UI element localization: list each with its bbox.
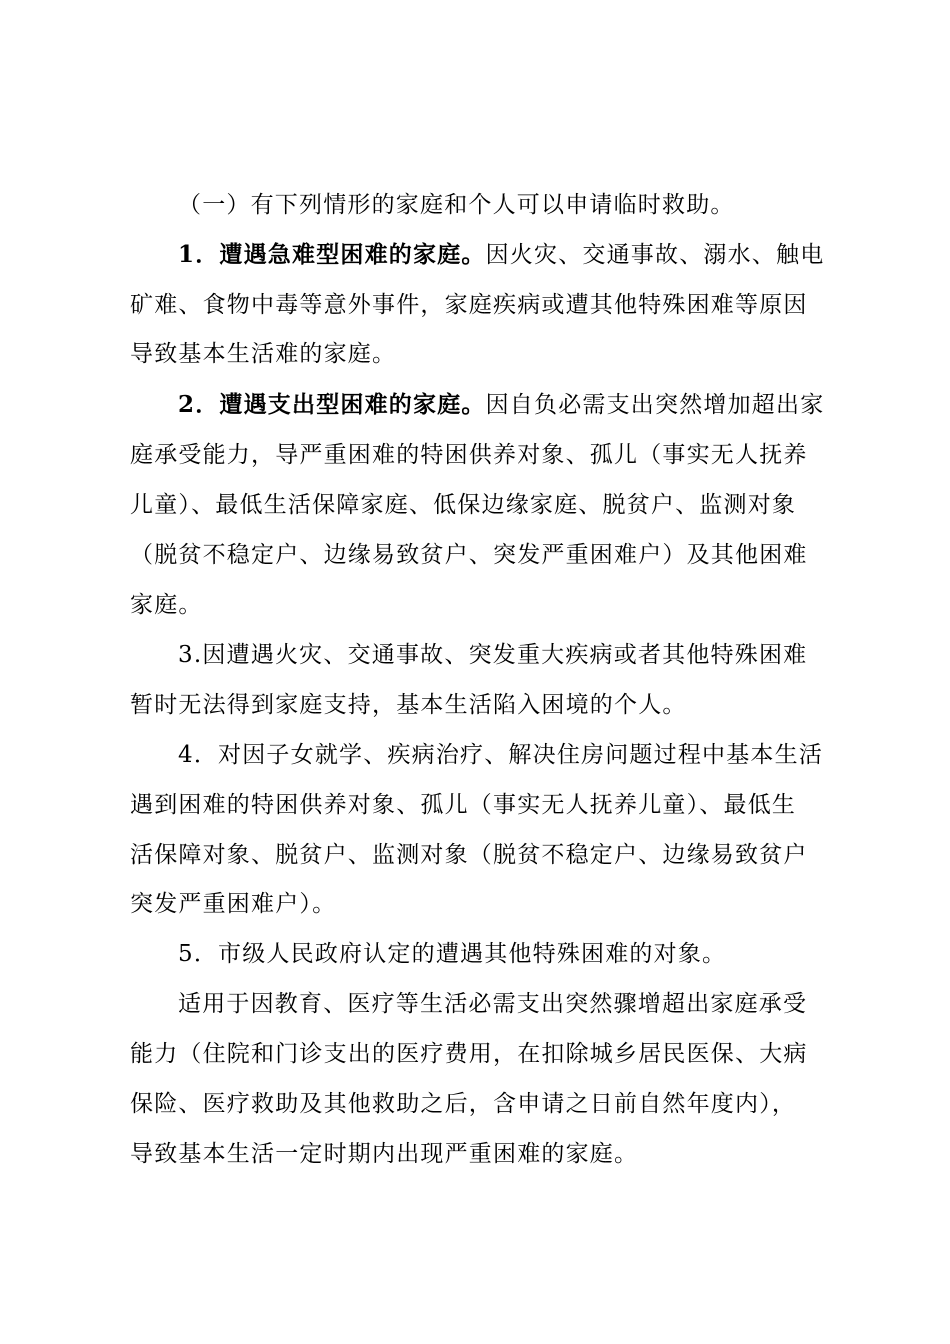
item1-line3: 导致基本生活难的家庭。: [130, 341, 397, 367]
item1-line1-rest: 因火灾、交通事故、溺水、触电: [485, 242, 825, 268]
item4-line3: 活保障对象、脱贫户、监测对象（脱贫不稳定户、边缘易致贫户: [130, 842, 808, 868]
item1-line2: 矿难、食物中毒等意外事件，家庭疾病或遭其他特殊困难等原因: [130, 292, 808, 318]
item2-title: 2．遭遇支出型困难的家庭。: [178, 391, 486, 418]
closing-line3: 保险、医疗救助及其他救助之后，含申请之日前自然年度内），: [130, 1091, 797, 1117]
closing-line2: 能力（住院和门诊支出的医疗费用，在扣除城乡居民医保、大病: [130, 1041, 808, 1067]
section-heading: （一）有下列情形的家庭和个人可以申请临时救助。: [178, 192, 735, 218]
item3-line1: 3.因遭遇火灾、交通事故、突发重大疾病或者其他特殊困难: [178, 642, 808, 668]
item2-line2: 庭承受能力，导严重困难的特困供养对象、孤儿（事实无人抚养: [130, 442, 808, 468]
item3-line2: 暂时无法得到家庭支持，基本生活陷入困境的个人。: [130, 692, 687, 718]
item2-line5: 家庭。: [130, 592, 203, 618]
item4-line2: 遇到困难的特困供养对象、孤儿（事实无人抚养儿童）、最低生: [130, 792, 797, 818]
item5-line1: 5．市级人民政府认定的遭遇其他特殊困难的对象。: [178, 941, 727, 967]
item4-line4: 突发严重困难户）。: [130, 891, 337, 917]
item2-line4: （脱贫不稳定户、边缘易致贫户、突发严重困难户）及其他困难: [130, 542, 808, 568]
closing-line1: 适用于因教育、医疗等生活必需支出突然骤增超出家庭承受: [178, 991, 808, 1017]
closing-line4: 导致基本生活一定时期内出现严重困难的家庭。: [130, 1141, 639, 1167]
item2-line3: 儿童）、最低生活保障家庭、低保边缘家庭、脱贫户、监测对象: [130, 492, 797, 518]
item4-line1: 4．对因子女就学、疾病治疗、解决住房问题过程中基本生活: [178, 742, 824, 768]
item2-line1-rest: 因自负必需支出突然增加超出家: [485, 392, 825, 418]
item2-line1: [178, 390, 860, 420]
item1-title: 1．遭遇急难型困难的家庭。: [178, 241, 486, 268]
item1-line1: [178, 240, 860, 270]
